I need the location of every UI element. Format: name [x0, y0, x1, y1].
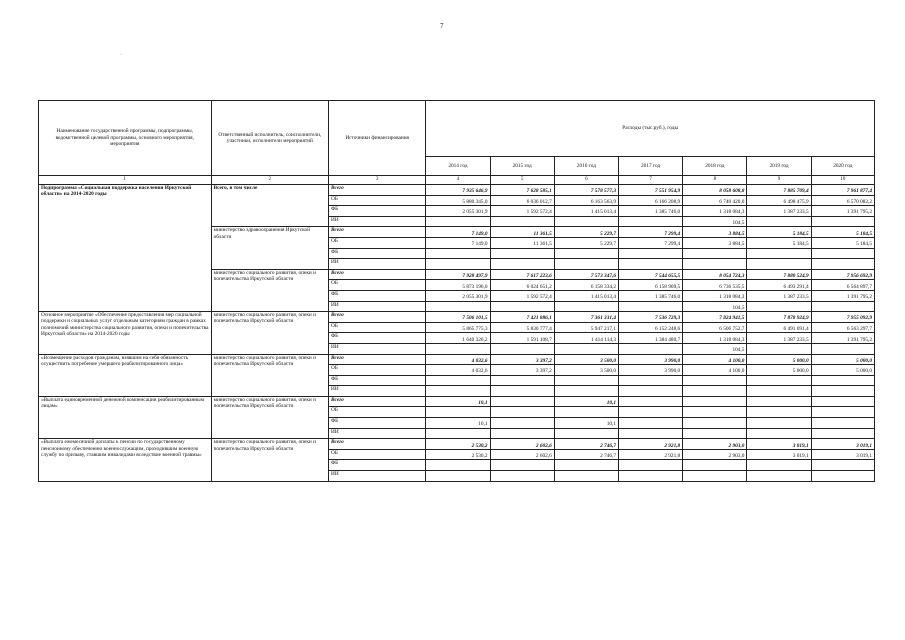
funding-source: ИИ — [329, 428, 426, 439]
expense-value: 3 019,1 — [811, 449, 874, 460]
executor: министерство социального развития, опеки и попечительства Иркутской области — [211, 354, 328, 396]
expense-value — [747, 386, 811, 397]
expense-value: 1 391 795,2 — [811, 290, 874, 301]
program-name: «Выплата ежемесячной доплаты к пенсии по государственному пенсионному обеспечению военнослужащим, проходившим военную службу по призыву, ставшим инвалидами вследствие военной травмы» — [39, 439, 212, 481]
expense-value: 1 591 108,7 — [490, 333, 554, 344]
funding-source: Всего — [329, 185, 426, 196]
expense-value — [683, 259, 747, 270]
executor: министерство социального развития, опеки и попечительства Иркутской области — [211, 396, 328, 438]
expense-value: 2 602,6 — [490, 439, 554, 450]
expense-value — [811, 343, 874, 354]
expense-value — [554, 259, 618, 270]
expense-value: 7 149,0 — [426, 237, 490, 248]
expense-value — [618, 343, 682, 354]
expense-value: 3 019,1 — [811, 439, 874, 450]
expense-value — [490, 460, 554, 471]
expense-value: 7 544 655,5 — [618, 269, 682, 280]
expense-value — [747, 301, 811, 312]
expense-value — [618, 386, 682, 397]
expense-value — [618, 259, 682, 270]
expense-value — [490, 301, 554, 312]
funding-source: ФБ — [329, 333, 426, 344]
funding-source: ИИ — [329, 343, 426, 354]
expense-value: 3 990,0 — [618, 365, 682, 376]
program-name: Основное мероприятие «Обеспечение предоставления мер социальной поддержки и социальных услуг отдельным категориям граждан в рамках полномочий министерства социального развития, опеки и попечительства Иркутской области» на 2014-2020 годы — [39, 312, 212, 354]
expense-value: 3 019,1 — [747, 449, 811, 460]
scan-mark: · — [120, 52, 122, 58]
expense-value: 7 299,4 — [618, 237, 682, 248]
expense-value — [747, 396, 811, 407]
expense-value: 6 024 651,2 — [490, 280, 554, 291]
expense-value: 7 299,4 — [618, 227, 682, 238]
expense-value: 104,5 — [683, 301, 747, 312]
expense-value — [683, 460, 747, 471]
expense-value: 2 602,6 — [490, 449, 554, 460]
executor: министерство здравоохранения Иркутской области — [211, 227, 328, 269]
funding-source: ФБ — [329, 460, 426, 471]
expense-value — [490, 259, 554, 270]
header-year: 2014 год — [426, 157, 490, 176]
header-expenses: Расходы (тыс.руб.), годы — [426, 101, 875, 157]
expense-value: 3 884,5 — [683, 227, 747, 238]
expense-value — [811, 248, 874, 259]
expense-value: 5 000,0 — [811, 365, 874, 376]
expense-value: 1 385 746,0 — [618, 206, 682, 217]
expense-value: 7 551 954,9 — [618, 185, 682, 196]
expense-value: 4 032,6 — [426, 354, 490, 365]
expense-value — [426, 460, 490, 471]
funding-source: ОБ — [329, 449, 426, 460]
expense-value: 10,1 — [554, 396, 618, 407]
expense-value: 7 536 729,3 — [618, 312, 682, 323]
expense-value: 2 055 301,9 — [426, 290, 490, 301]
expense-value: 7 149,0 — [426, 227, 490, 238]
expense-value — [683, 471, 747, 482]
expense-value: 6 563 297,7 — [811, 322, 874, 333]
column-number: 4 — [426, 176, 490, 185]
expense-value — [811, 259, 874, 270]
expense-value: 5 184,5 — [747, 237, 811, 248]
expense-value: 7 573 347,6 — [554, 269, 618, 280]
header-year: 2019 год — [747, 157, 811, 176]
expense-value: 7 955 092,9 — [811, 312, 874, 323]
expense-value — [811, 386, 874, 397]
expense-value: 1 387 233,5 — [747, 333, 811, 344]
funding-source: ИИ — [329, 471, 426, 482]
funding-source: ИИ — [329, 386, 426, 397]
expense-value: 1 415 013,4 — [554, 290, 618, 301]
funding-source: ФБ — [329, 248, 426, 259]
expense-value — [490, 343, 554, 354]
expense-value: 1 391 795,2 — [811, 333, 874, 344]
expense-value: 2 921,8 — [618, 439, 682, 450]
expense-value — [683, 248, 747, 259]
program-name: Подпрограмма «Социальная поддержка населения Иркутской области» на 2014-2020 годы — [39, 185, 212, 312]
expense-value — [426, 301, 490, 312]
expense-value — [618, 375, 682, 386]
expense-value: 1 415 013,4 — [554, 206, 618, 217]
column-number: 6 — [554, 176, 618, 185]
table-row — [39, 396, 875, 407]
expense-value — [554, 471, 618, 482]
expense-value: 6 036 012,7 — [490, 195, 554, 206]
expense-value: 8 058 608,8 — [683, 185, 747, 196]
header-year: 2016 год — [554, 157, 618, 176]
expense-value — [747, 343, 811, 354]
expense-value: 11 361,5 — [490, 237, 554, 248]
expense-value: 2 746,7 — [554, 439, 618, 450]
expense-value — [554, 460, 618, 471]
header-source: Источники финансирования — [329, 101, 426, 176]
expense-value: 6 493 291,4 — [747, 280, 811, 291]
expense-value — [426, 407, 490, 418]
column-number: 7 — [618, 176, 682, 185]
expense-value: 1 387 233,5 — [747, 206, 811, 217]
expense-value: 7 956 692,9 — [811, 269, 874, 280]
expense-value — [426, 471, 490, 482]
expense-value: 6 163 563,9 — [554, 195, 618, 206]
expense-value: 7 928 497,9 — [426, 269, 490, 280]
executor: министерство социального развития, опеки и попечительства Иркутской области — [211, 312, 328, 354]
header-year: 2020 год — [811, 157, 874, 176]
expense-value — [554, 343, 618, 354]
expense-value: 3 397,2 — [490, 354, 554, 365]
expense-value: 7 878 924,9 — [747, 312, 811, 323]
funding-source: ОБ — [329, 237, 426, 248]
column-number: 3 — [329, 176, 426, 185]
funding-source: Всего — [329, 227, 426, 238]
expense-value: 5 229,7 — [554, 237, 618, 248]
expense-value: 2 055 301,9 — [426, 206, 490, 217]
expense-value: 1 385 746,0 — [618, 290, 682, 301]
expense-value — [554, 248, 618, 259]
expense-value — [683, 375, 747, 386]
funding-source: Всего — [329, 396, 426, 407]
expense-value: 1 318 084,3 — [683, 290, 747, 301]
expense-value: 2 746,7 — [554, 449, 618, 460]
expense-value: 3 990,0 — [618, 354, 682, 365]
expense-value — [811, 418, 874, 429]
expense-value — [426, 343, 490, 354]
expense-value — [747, 216, 811, 227]
page-number: 7 — [440, 22, 444, 30]
header-year: 2017 год — [618, 157, 682, 176]
expense-value: 3 500,0 — [554, 354, 618, 365]
table-row — [39, 354, 875, 365]
expense-value: 1 387 233,5 — [747, 290, 811, 301]
expense-value: 3 884,5 — [683, 237, 747, 248]
expense-value — [811, 460, 874, 471]
expense-value — [683, 407, 747, 418]
expense-value: 6 736 535,5 — [683, 280, 747, 291]
expense-value: 5 000,0 — [811, 354, 874, 365]
expense-value — [811, 407, 874, 418]
expense-value — [618, 428, 682, 439]
expense-value: 5 184,5 — [811, 227, 874, 238]
expense-value: 1 384 480,7 — [618, 333, 682, 344]
expense-value — [490, 375, 554, 386]
column-number: 2 — [211, 176, 328, 185]
funding-source: Всего — [329, 439, 426, 450]
program-name: «Возмещение расходов гражданам, взявшим на себя обязанность осуществить погребение умершего реабилитированного лица» — [39, 354, 212, 396]
executor: Всего, в том числе — [211, 185, 328, 227]
expense-value — [490, 471, 554, 482]
funding-source: ОБ — [329, 365, 426, 376]
expense-value — [490, 396, 554, 407]
expense-value — [618, 248, 682, 259]
expense-value — [426, 216, 490, 227]
expense-value — [747, 259, 811, 270]
expense-value: 104,5 — [683, 216, 747, 227]
expense-value — [683, 428, 747, 439]
expense-value — [747, 248, 811, 259]
expense-value: 104,5 — [683, 343, 747, 354]
expense-value — [811, 471, 874, 482]
expense-value — [811, 216, 874, 227]
expense-value: 5 184,5 — [811, 237, 874, 248]
funding-source: Всего — [329, 312, 426, 323]
expense-value: 5 830 777,4 — [490, 322, 554, 333]
header-year: 2015 год — [490, 157, 554, 176]
expense-value: 5 947 217,1 — [554, 322, 618, 333]
expense-value: 3 397,2 — [490, 365, 554, 376]
expense-value: 10,1 — [426, 396, 490, 407]
expense-value: 1 318 084,3 — [683, 333, 747, 344]
expense-value — [490, 248, 554, 259]
expense-value — [426, 259, 490, 270]
expense-value: 3 500,0 — [554, 365, 618, 376]
expense-value — [747, 407, 811, 418]
column-number: 9 — [747, 176, 811, 185]
expense-value — [490, 428, 554, 439]
expense-value: 2 903,0 — [683, 449, 747, 460]
expense-value: 7 824 941,5 — [683, 312, 747, 323]
expense-value — [554, 386, 618, 397]
funding-source: ИИ — [329, 216, 426, 227]
expense-value: 7 421 886,1 — [490, 312, 554, 323]
funding-source: ИИ — [329, 259, 426, 270]
expense-value — [426, 428, 490, 439]
expense-value — [490, 407, 554, 418]
expense-value: 6 152 248,6 — [618, 322, 682, 333]
expense-value: 3 019,1 — [747, 439, 811, 450]
expense-value: 1 592 572,4 — [490, 290, 554, 301]
expense-value: 1 640 326,2 — [426, 333, 490, 344]
expense-value: 7 885 709,4 — [747, 185, 811, 196]
funding-source: ФБ — [329, 418, 426, 429]
expense-value — [618, 471, 682, 482]
funding-source: ОБ — [329, 280, 426, 291]
expense-value — [811, 301, 874, 312]
expense-value: 6 740 420,0 — [683, 195, 747, 206]
column-number: 5 — [490, 176, 554, 185]
expense-value: 6 570 082,2 — [811, 195, 874, 206]
expense-value: 10,1 — [554, 418, 618, 429]
column-number: 1 — [39, 176, 212, 185]
table-row — [39, 185, 875, 196]
expense-value — [618, 301, 682, 312]
budget-table — [38, 100, 875, 482]
executor: министерство социального развития, опеки и попечительства Иркутской области — [211, 439, 328, 481]
expense-value: 5 000,0 — [747, 365, 811, 376]
expense-value: 6 158 909,5 — [618, 280, 682, 291]
expense-value: 6 498 475,9 — [747, 195, 811, 206]
column-number: 8 — [683, 176, 747, 185]
expense-value — [747, 375, 811, 386]
expense-value — [426, 248, 490, 259]
funding-source: ОБ — [329, 195, 426, 206]
expense-value — [554, 301, 618, 312]
expense-value: 7 961 877,4 — [811, 185, 874, 196]
expense-value: 1 414 114,3 — [554, 333, 618, 344]
expense-value — [618, 407, 682, 418]
funding-source: Всего — [329, 269, 426, 280]
expense-value — [618, 418, 682, 429]
expense-value: 1 391 795,2 — [811, 206, 874, 217]
expense-value: 7 578 577,3 — [554, 185, 618, 196]
expense-value: 6 564 897,7 — [811, 280, 874, 291]
expense-value — [426, 375, 490, 386]
funding-source: ФБ — [329, 290, 426, 301]
expense-value — [747, 428, 811, 439]
expense-value: 5 229,7 — [554, 227, 618, 238]
program-name: «Выплата единовременной денежной компенсации реабилитированным лицам» — [39, 396, 212, 438]
expense-value — [554, 375, 618, 386]
expense-value: 6 491 691,4 — [747, 322, 811, 333]
column-number: 10 — [811, 176, 874, 185]
expense-value: 2 903,0 — [683, 439, 747, 450]
expense-value: 11 361,5 — [490, 227, 554, 238]
executor: министерство социального развития, опеки и попечительства Иркутской области — [211, 269, 328, 311]
expense-value — [747, 460, 811, 471]
expense-value: 2 530,2 — [426, 449, 490, 460]
expense-value — [683, 418, 747, 429]
expense-value: 2 921,8 — [618, 449, 682, 460]
expense-value: 10,1 — [426, 418, 490, 429]
expense-value — [490, 418, 554, 429]
expense-value: 7 935 646,9 — [426, 185, 490, 196]
funding-source: ФБ — [329, 375, 426, 386]
expense-value — [747, 418, 811, 429]
expense-value: 7 617 223,6 — [490, 269, 554, 280]
expense-value: 5 000,0 — [747, 354, 811, 365]
expense-value: 5 184,5 — [747, 227, 811, 238]
expense-value — [811, 375, 874, 386]
expense-value: 7 361 331,4 — [554, 312, 618, 323]
expense-value: 6 506 752,7 — [683, 322, 747, 333]
expense-value: 4 032,6 — [426, 365, 490, 376]
expense-value: 6 158 334,2 — [554, 280, 618, 291]
funding-source: ФБ — [329, 206, 426, 217]
expense-value — [554, 407, 618, 418]
expense-value — [811, 396, 874, 407]
funding-source: ИИ — [329, 301, 426, 312]
funding-source: ОБ — [329, 407, 426, 418]
expense-value — [554, 428, 618, 439]
table-row — [39, 439, 875, 450]
expense-value: 7 880 524,9 — [747, 269, 811, 280]
expense-value — [618, 460, 682, 471]
expense-value — [683, 396, 747, 407]
expense-value: 1 318 084,3 — [683, 206, 747, 217]
expense-value: 7 628 585,1 — [490, 185, 554, 196]
table-row — [39, 312, 875, 323]
expense-value: 8 054 724,3 — [683, 269, 747, 280]
expense-value — [618, 396, 682, 407]
header-name: Наименование государственной программы, подпрограммы, ведомственной целевой программы, основного мероприятия, мероприятия — [39, 101, 212, 176]
expense-value — [426, 386, 490, 397]
expense-value — [747, 471, 811, 482]
expense-value: 5 873 196,0 — [426, 280, 490, 291]
expense-value — [490, 386, 554, 397]
expense-value — [554, 216, 618, 227]
expense-value: 5 865 775,3 — [426, 322, 490, 333]
header-executor: Ответственный исполнитель, соисполнители, участники, исполнители мероприятий — [211, 101, 328, 176]
header-year: 2018 год — [683, 157, 747, 176]
expense-value: 4 100,0 — [683, 354, 747, 365]
expense-value: 4 100,0 — [683, 365, 747, 376]
expense-value: 2 530,2 — [426, 439, 490, 450]
expense-value: 1 592 572,4 — [490, 206, 554, 217]
expense-value: 6 166 208,9 — [618, 195, 682, 206]
expense-value — [618, 216, 682, 227]
funding-source: Всего — [329, 354, 426, 365]
expense-value — [490, 216, 554, 227]
expense-value: 7 506 101,5 — [426, 312, 490, 323]
expense-value — [811, 428, 874, 439]
expense-value: 5 880 345,0 — [426, 195, 490, 206]
funding-source: ОБ — [329, 322, 426, 333]
expense-value — [683, 386, 747, 397]
